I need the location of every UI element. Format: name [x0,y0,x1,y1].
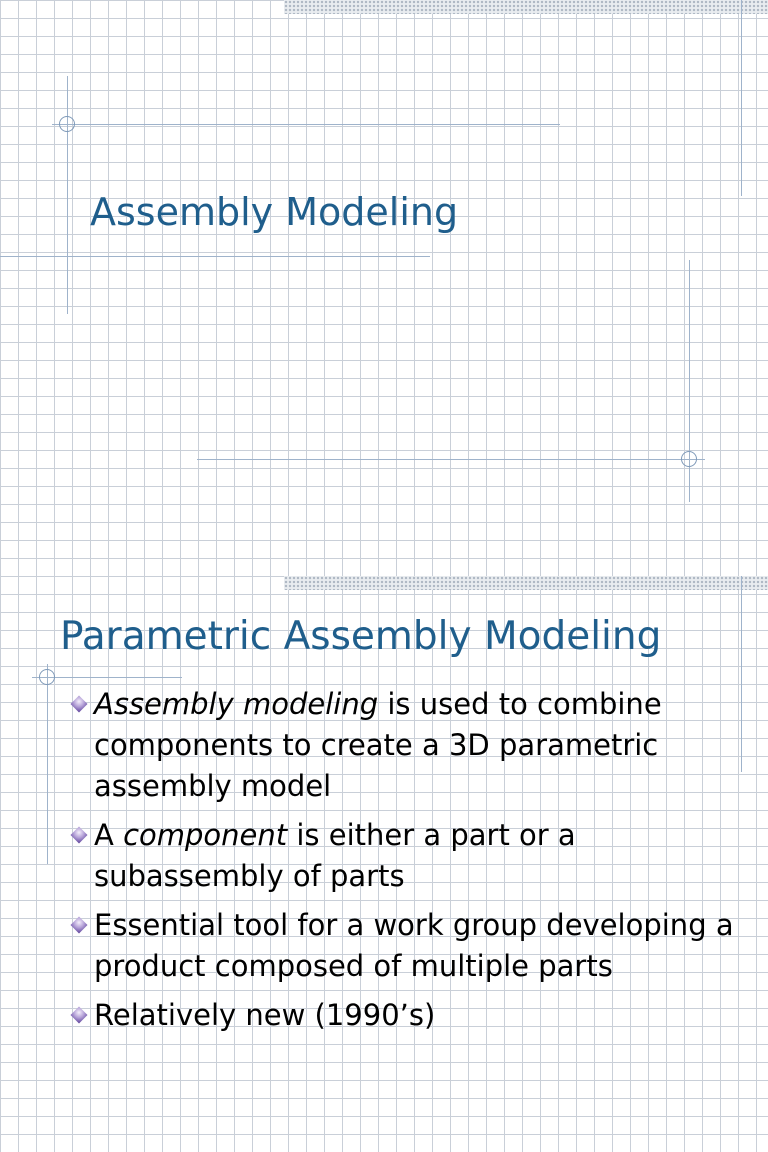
slide-title: Parametric Assembly Modeling [60,614,662,659]
guide-line [52,124,560,125]
diamond-bullet-icon [71,917,88,934]
diamond-bullet-icon [71,696,88,713]
bullet-item [72,684,742,807]
dotted-band [284,576,768,590]
crosshair-ring [39,669,55,685]
bullet-list [72,684,742,1044]
bullet-text: is used to combine components to create a 3D parametric assembly model [94,687,662,803]
bullet-item [72,905,742,987]
bullet-item [72,995,742,1036]
crosshair-ring [59,116,75,132]
crosshair-ring [681,451,697,467]
bullet-text: Relatively new (1990’s) [94,998,436,1032]
guide-line [67,76,68,314]
diamond-bullet-icon [71,1007,88,1024]
dotted-band [284,0,768,14]
bullet-emphasis: component [123,818,288,852]
bullet-text: is either a part or a subassembly of parts [94,818,576,893]
bullet-text: Essential tool for a work group developing a product composed of multiple parts [94,908,734,983]
guide-line [741,0,742,196]
guide-line [47,664,48,864]
guide-line [0,256,430,257]
bullet-item [72,815,742,897]
guide-line [197,459,705,460]
slide-title: Assembly Modeling [90,190,459,234]
diamond-bullet-icon [71,827,88,844]
content-slide [0,576,768,1152]
bullet-emphasis: Assembly modeling [94,687,379,721]
bullet-lead: A [94,818,124,852]
